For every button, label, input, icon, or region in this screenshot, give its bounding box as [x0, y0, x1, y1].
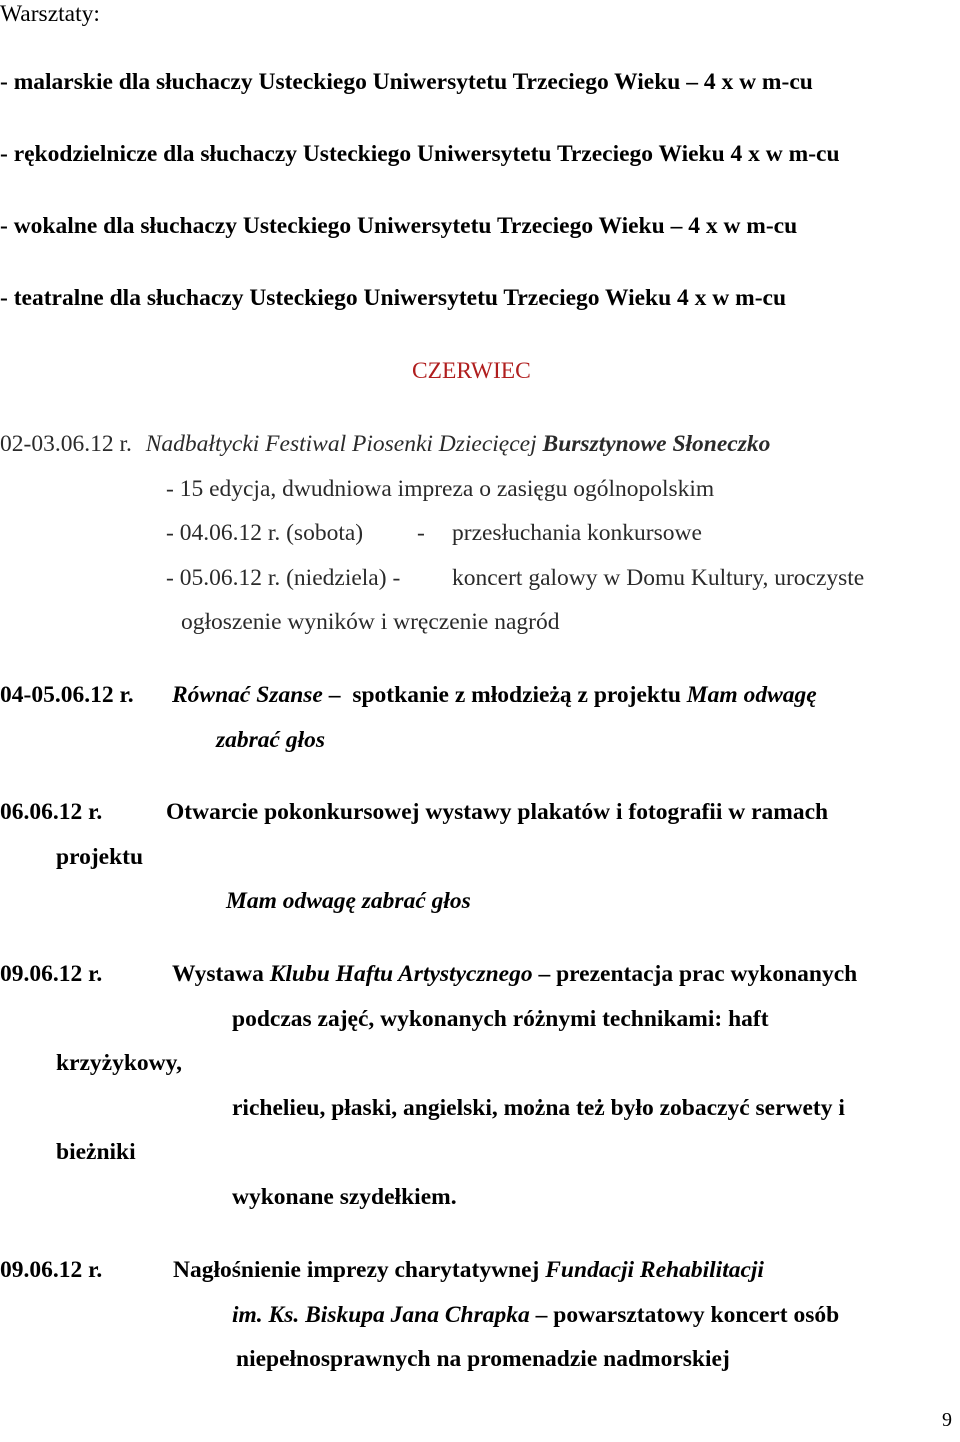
event-date: 06.06.12 r. — [0, 799, 103, 825]
event-desc-line: krzyżykowy, — [56, 1050, 182, 1076]
festival-day1-desc: przesłuchania konkursowe — [452, 520, 702, 546]
festival-title: Nadbałtycki Festiwal Piosenki Dziecięcej — [145, 431, 537, 457]
festival-day2-date: - 05.06.12 r. (niedziela) - — [166, 565, 401, 591]
festival-day1-date: - 04.06.12 r. (sobota) — [166, 520, 364, 546]
festival-day1-sep: - — [417, 520, 425, 546]
event-desc-line: niepełnosprawnych na promenadzie nadmorskiej — [236, 1346, 730, 1372]
page-number: 9 — [942, 1409, 952, 1431]
event-title: Równać Szanse — [172, 682, 323, 708]
event-desc-line: bieżniki — [56, 1139, 136, 1165]
workshop-item: - wokalne dla słuchaczy Usteckiego Uniwersytetu Trzeciego Wieku – 4 x w m-cu — [0, 213, 798, 239]
event-desc: Otwarcie pokonkursowej wystawy plakatów i fotografii w ramach — [166, 799, 829, 825]
event-desc: Nagłośnienie imprezy charytatywnej Fundacji Rehabilitacji — [173, 1257, 764, 1283]
workshop-item: - malarskie dla słuchaczy Usteckiego Uniwersytetu Trzeciego Wieku – 4 x w m-cu — [0, 69, 813, 95]
foundation-name: Fundacji Rehabilitacji — [545, 1257, 764, 1283]
month-heading: CZERWIEC — [412, 358, 531, 384]
foundation-name-cont: im. Ks. Biskupa Jana Chrapka — [232, 1302, 530, 1328]
event-date: 09.06.12 r. — [0, 961, 103, 987]
event-desc-line: im. Ks. Biskupa Jana Chrapka – powarsztatowy koncert osób — [232, 1302, 840, 1328]
workshop-item: - teatralne dla słuchaczy Usteckiego Uniwersytetu Trzeciego Wieku 4 x w m-cu — [0, 285, 787, 311]
festival-day2-desc: koncert galowy w Domu Kultury, uroczyste — [452, 565, 865, 591]
event-date: 02-03.06.12 r. Nadbałtycki Festiwal Piosenki Dziecięcej Bursztynowe Słoneczko — [0, 431, 771, 457]
event-date: 09.06.12 r. — [0, 1257, 103, 1283]
project-name-cont: zabrać głos — [216, 727, 326, 753]
event-desc: Wystawa Klubu Haftu Artystycznego – prezentacja prac wykonanych — [172, 961, 858, 987]
workshops-heading: Warsztaty: — [0, 1, 100, 27]
event-date: 04-05.06.12 r. — [0, 682, 134, 708]
project-name: Mam odwagę — [686, 682, 817, 708]
event-desc-line: wykonane szydełkiem. — [232, 1184, 457, 1210]
project-name: Mam odwagę zabrać głos — [226, 888, 471, 914]
festival-day2-cont: ogłoszenie wyników i wręczenie nagród — [181, 609, 560, 635]
event-desc-line: richelieu, płaski, angielski, można też było zobaczyć serwety i — [232, 1095, 845, 1121]
club-name: Klubu Haftu Artystycznego — [269, 961, 533, 987]
event-desc-line: podczas zajęć, wykonanych różnymi technikami: haft — [232, 1006, 769, 1032]
festival-name: Bursztynowe Słoneczko — [542, 431, 771, 457]
event-desc: Równać Szanse – spotkanie z młodzieżą z projektu Mam odwagę — [172, 682, 817, 708]
event-desc-cont: projektu — [56, 844, 144, 870]
workshop-item: - rękodzielnicze dla słuchaczy Usteckiego Uniwersytetu Trzeciego Wieku 4 x w m-cu — [0, 141, 840, 167]
festival-edition: - 15 edycja, dwudniowa impreza o zasięgu ogólnopolskim — [166, 476, 715, 502]
